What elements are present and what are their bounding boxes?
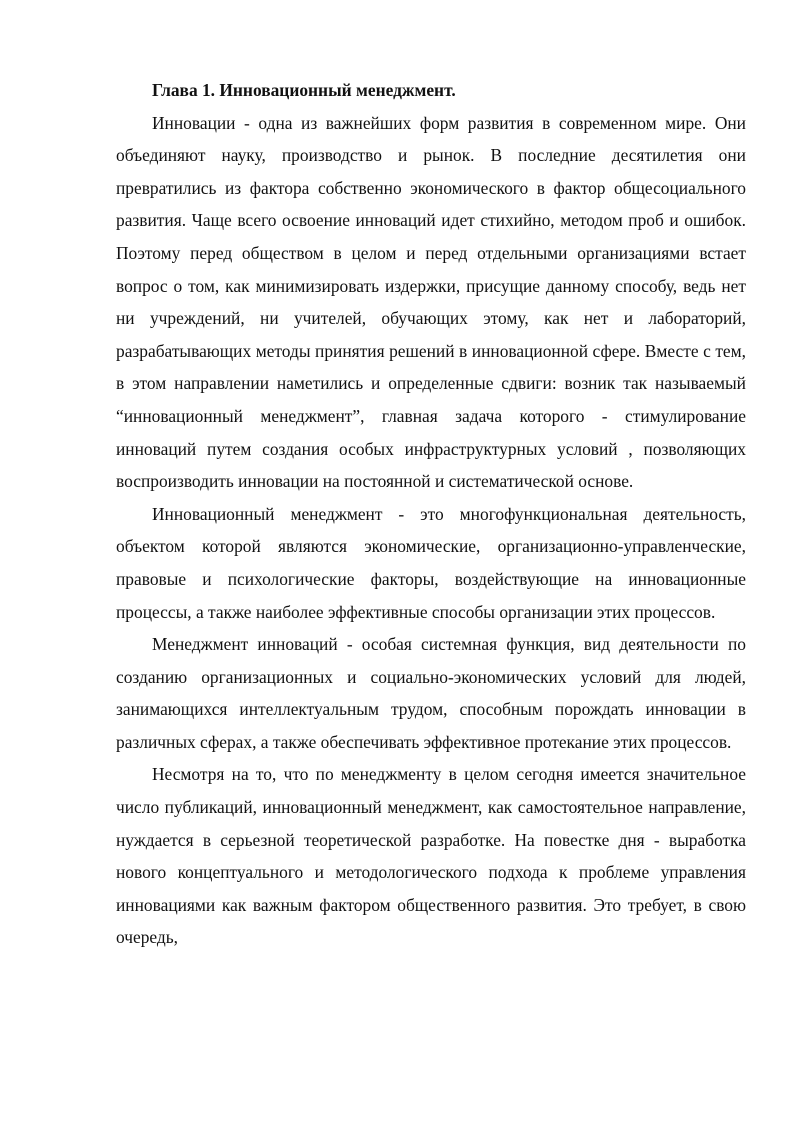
paragraph-innovations-intro: Инновации - одна из важнейших форм развития в современном мире. Они объединяют науку, производство и рынок. В последние десятилетия они превратились из фактора собственно экономического в фактор общесоциального развития. Чаще всего освоение инноваций идет стихийно, методом проб и ошибок. Поэтому перед обществом в целом и перед отдельными организациями встает вопрос о том, как минимизировать издержки, присущие данному способу, ведь нет ни учреждений, ни учителей, обучающих этому, как нет и лабораторий, разрабатывающих методы принятия решений в инновационной сфере. Вместе с тем, в этом направлении наметились и определенные сдвиги: возник так называемый “инновационный менеджмент”, главная задача которого - стимулирование инноваций путем создания особых инфраструктурных условий , позволяющих воспроизводить инновации на постоянной и систематической основе. <box>116 112 746 492</box>
document-body <box>116 74 746 954</box>
paragraph-management-of-innovations: Менеджмент инноваций - особая системная функция, вид деятельности по созданию организационных и социально-экономических условий для людей, занимающихся интеллектуальным трудом, способным порождать инновации в различных сферах, а также обеспечивать эффективное протекание этих процессов. <box>116 634 746 752</box>
paragraph-publications-theory: Несмотря на то, что по менеджменту в целом сегодня имеется значительное число публикаций, инновационный менеджмент, как самостоятельное направление, нуждается в серьезной теоретической разработке. На повестке дня - выработка нового концептуального и методологического подхода к проблеме управления инновациями как важным фактором общественного развития. Это требует, в свою очередь, <box>116 764 746 948</box>
paragraph-innovation-management-definition: Инновационный менеджмент - это многофункциональная деятельность, объектом которой являются экономические, организационно-управленческие, правовые и психологические факторы, воздействующие на инновационные процессы, а также наиболее эффективные способы организации этих процессов. <box>116 503 746 622</box>
chapter-heading: Глава 1. Инновационный менеджмент. <box>152 80 456 100</box>
